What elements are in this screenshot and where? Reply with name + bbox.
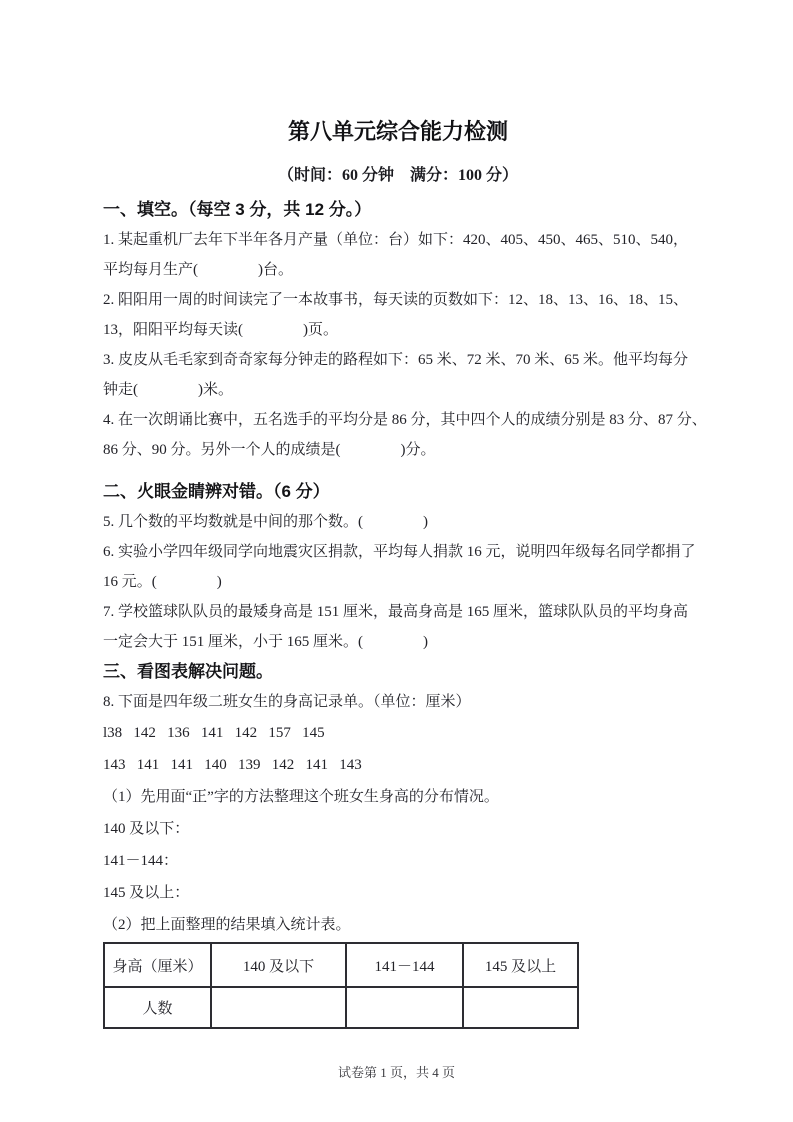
q3-line-2: 钟走( )米。 bbox=[103, 382, 233, 398]
section-1-heading: 一、填空。（每空 3 分，共 12 分。） bbox=[103, 200, 372, 219]
page-footer: 试卷第 1 页，共 4 页 bbox=[337, 1065, 455, 1080]
q5-line-1: 5. 几个数的平均数就是中间的那个数。( ) bbox=[103, 514, 428, 530]
q2-line-1: 2. 阳阳用一周的时间读完了一本故事书，每天读的页数如下：12、18、13、16、18、15、 bbox=[103, 292, 689, 308]
exam-meta: （时间：60 分钟 满分：100 分） bbox=[277, 167, 518, 184]
q8-subquestion-2: （2）把上面整理的结果填入统计表。 bbox=[103, 917, 351, 933]
q4-line-2: 86 分、90 分。另外一个人的成绩是( )分。 bbox=[103, 442, 436, 458]
q8-category-145-above: 145 及以上： bbox=[103, 885, 190, 901]
table-header-height: 身高（厘米） bbox=[104, 943, 211, 987]
q2-line-2: 13，阳阳平均每天读( )页。 bbox=[103, 322, 338, 338]
table-header-row bbox=[104, 943, 578, 987]
q1-line-1: 1. 某起重机厂去年下半年各月产量（单位：台）如下：420、405、450、465、510、540， bbox=[103, 232, 689, 248]
q3-line-1: 3. 皮皮从毛毛家到奇奇家每分钟走的路程如下：65 米、72 米、70 米、65 米。他平均每分 bbox=[103, 352, 689, 368]
q8-intro: 8. 下面是四年级二班女生的身高记录单。（单位：厘米） bbox=[103, 694, 471, 710]
q7-line-1: 7. 学校篮球队队员的最矮身高是 151 厘米，最高身高是 165 厘米，篮球队队员的平均身高 bbox=[103, 604, 689, 620]
section-3-heading: 三、看图表解决问题。 bbox=[103, 662, 273, 681]
exam-content bbox=[0, 118, 793, 1029]
q6-line-1: 6. 实验小学四年级同学向地震灾区捐款，平均每人捐款 16 元，说明四年级每名同学都捐了 bbox=[103, 544, 696, 560]
height-statistics-table bbox=[103, 942, 579, 1029]
table-header-141-144: 141－144 bbox=[346, 943, 463, 987]
q4-line-1: 4. 在一次朗诵比赛中，五名选手的平均分是 86 分，其中四个人的成绩分别是 83 分、87 分、 bbox=[103, 412, 707, 428]
table-count-row bbox=[104, 987, 578, 1028]
q8-subquestion-1: （1）先用面“正”字的方法整理这个班女生身高的分布情况。 bbox=[103, 789, 499, 805]
section-2-heading: 二、火眼金睛辨对错。（6 分） bbox=[103, 482, 330, 501]
table-cell-count-140-below bbox=[211, 987, 346, 1028]
exam-title: 第八单元综合能力检测 bbox=[287, 119, 508, 144]
q8-data-row-1: l38 142 136 141 142 157 145 bbox=[103, 725, 325, 741]
q6-line-2: 16 元。( ) bbox=[103, 574, 222, 590]
q8-category-141-144: 141－144： bbox=[103, 853, 179, 869]
table-cell-count-145-above bbox=[463, 987, 578, 1028]
table-row-label-count: 人数 bbox=[104, 987, 211, 1028]
q8-category-140-below: 140 及以下： bbox=[103, 821, 190, 837]
q7-line-2: 一定会大于 151 厘米，小于 165 厘米。( ) bbox=[103, 634, 428, 650]
table-header-145-above: 145 及以上 bbox=[463, 943, 578, 987]
table-cell-count-141-144 bbox=[346, 987, 463, 1028]
table-header-140-below: 140 及以下 bbox=[211, 943, 346, 987]
q1-line-2: 平均每月生产( )台。 bbox=[103, 262, 293, 278]
q8-data-row-2: 143 141 141 140 139 142 141 143 bbox=[103, 757, 362, 773]
